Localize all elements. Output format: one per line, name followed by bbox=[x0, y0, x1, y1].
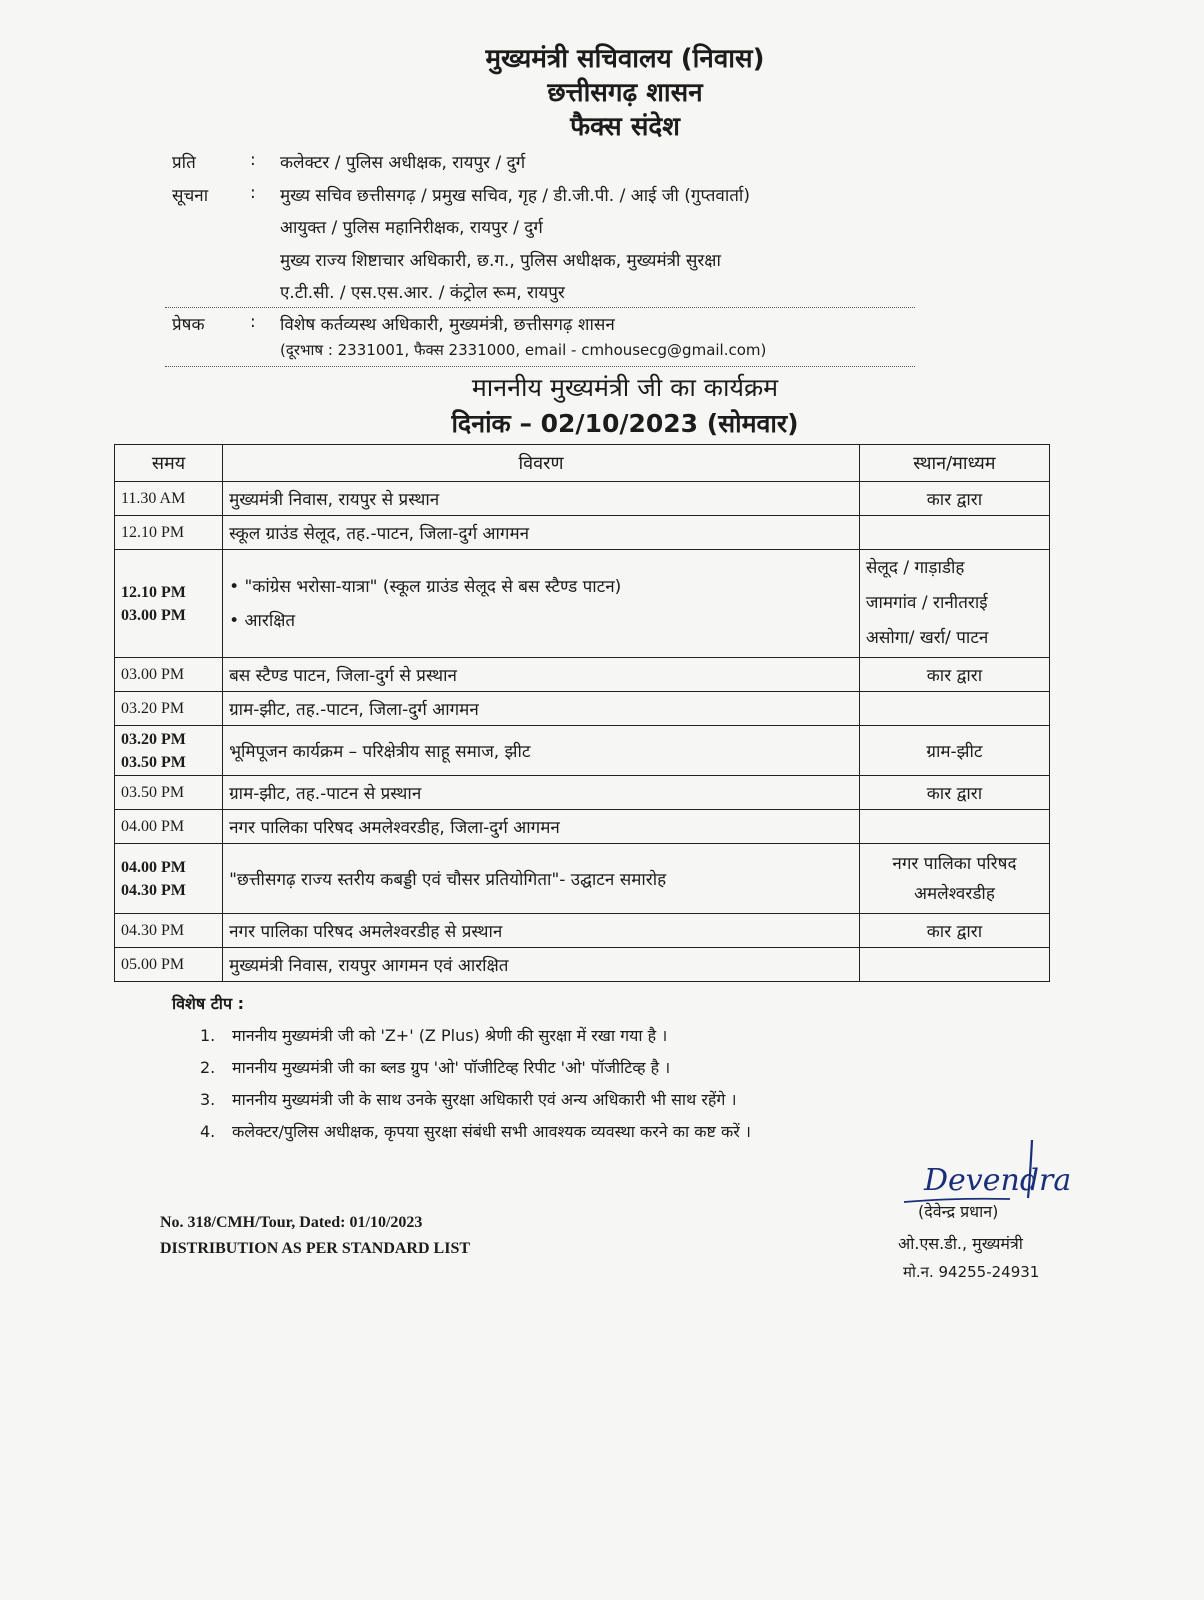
row-description: ग्राम-झीट, तह.-पाटन से प्रस्थान bbox=[223, 776, 860, 810]
table-row bbox=[115, 658, 1050, 692]
row-description: भूमिपूजन कार्यक्रम – परिक्षेत्रीय साहू समाज, झीट bbox=[223, 726, 860, 776]
schedule-table bbox=[114, 444, 1050, 982]
signatory-designation: ओ.एस.डी., मुख्यमंत्री bbox=[898, 1234, 1023, 1253]
row-description: मुख्यमंत्री निवास, रायपुर आगमन एवं आरक्षित bbox=[223, 948, 860, 982]
colon: : bbox=[250, 183, 256, 203]
colon: : bbox=[250, 312, 256, 332]
info-line: मुख्य राज्य शिष्टाचार अधिकारी, छ.ग., पुलिस अधीक्षक, मुख्यमंत्री सुरक्षा bbox=[280, 251, 721, 271]
signature-scribble: Devendra bbox=[924, 1163, 1072, 1198]
sender-label: प्रेषक bbox=[172, 315, 205, 335]
row-description: "छत्तीसगढ़ राज्य स्तरीय कबड्डी एवं चौसर प्रतियोगिता"- उद्घाटन समारोह bbox=[223, 844, 860, 914]
note-text: कलेक्टर/पुलिस अधीक्षक, कृपया सुरक्षा संबंधी सभी आवश्यक व्यवस्था करने का कष्ट करें । bbox=[232, 1122, 751, 1141]
notes-title: विशेष टीप : bbox=[172, 994, 245, 1013]
row-place bbox=[859, 550, 1049, 658]
header-place: स्थान/माध्यम bbox=[859, 445, 1049, 482]
addressee-value: कलेक्टर / पुलिस अधीक्षक, रायपुर / दुर्ग bbox=[280, 153, 526, 173]
table-row bbox=[115, 810, 1050, 844]
note-number: 1. bbox=[200, 1026, 216, 1045]
table-row bbox=[115, 914, 1050, 948]
row-description-line: • "कांग्रेस भरोसा-यात्रा" (स्कूल ग्राउंड सेलूद से बस स्टैण्ड पाटन) bbox=[229, 576, 622, 597]
header-government: छत्तीसगढ़ शासन bbox=[547, 78, 703, 108]
distribution-note: DISTRIBUTION AS PER STANDARD LIST bbox=[160, 1240, 471, 1257]
row-time: 03.20 PM bbox=[115, 692, 223, 726]
table-row bbox=[115, 482, 1050, 516]
divider bbox=[165, 366, 915, 367]
row-description: मुख्यमंत्री निवास, रायपुर से प्रस्थान bbox=[223, 482, 860, 516]
table-row bbox=[115, 726, 1050, 776]
sender-value: विशेष कर्तव्यस्थ अधिकारी, मुख्यमंत्री, छत्तीसगढ़ शासन bbox=[280, 315, 615, 335]
row-place bbox=[859, 948, 1049, 982]
row-time-range bbox=[115, 726, 223, 776]
note-item bbox=[200, 1024, 667, 1046]
info-line: आयुक्त / पुलिस महानिरीक्षक, रायपुर / दुर्ग bbox=[280, 218, 543, 238]
header-secretariat: मुख्यमंत्री सचिवालय (निवास) bbox=[485, 44, 765, 74]
note-number: 4. bbox=[200, 1122, 216, 1141]
row-time-range bbox=[115, 550, 223, 658]
signatory-name: (देवेन्द्र प्रधान) bbox=[918, 1202, 999, 1221]
row-time: 04.30 PM bbox=[115, 914, 223, 948]
row-time-start: 12.10 PM bbox=[121, 583, 186, 601]
signatory-mobile: मो.न. 94255-24931 bbox=[903, 1263, 1040, 1281]
table-row bbox=[115, 550, 1050, 658]
row-place-line: अमलेश्वरडीह bbox=[914, 883, 995, 904]
program-title: माननीय मुख्यमंत्री जी का कार्यक्रम bbox=[471, 373, 779, 402]
table-row bbox=[115, 516, 1050, 550]
note-number: 2. bbox=[200, 1058, 216, 1077]
table-row bbox=[115, 776, 1050, 810]
row-place bbox=[859, 692, 1049, 726]
row-description: नगर पालिका परिषद अमलेश्वरडीह, जिला-दुर्ग आगमन bbox=[223, 810, 860, 844]
info-label: सूचना bbox=[172, 186, 209, 206]
row-place: कार द्वारा bbox=[859, 776, 1049, 810]
note-number: 3. bbox=[200, 1090, 216, 1109]
info-line: ए.टी.सी. / एस.एस.आर. / कंट्रोल रूम, रायपुर bbox=[280, 283, 565, 303]
table-row bbox=[115, 844, 1050, 914]
note-text: माननीय मुख्यमंत्री जी का ब्लड ग्रुप 'ओ' पॉजीटिव्ह रिपीट 'ओ' पॉजीटिव्ह है । bbox=[232, 1058, 671, 1077]
header-time: समय bbox=[115, 445, 223, 482]
row-place bbox=[859, 516, 1049, 550]
note-item bbox=[200, 1088, 737, 1110]
table-header-row bbox=[115, 445, 1050, 482]
row-time: 12.10 PM bbox=[115, 516, 223, 550]
divider bbox=[165, 307, 915, 308]
table-row bbox=[115, 692, 1050, 726]
row-place-line: सेलूद / गाड़ाडीह bbox=[865, 558, 965, 578]
row-time-start: 04.00 PM bbox=[121, 858, 186, 876]
row-place bbox=[859, 844, 1049, 914]
row-description: नगर पालिका परिषद अमलेश्वरडीह से प्रस्थान bbox=[223, 914, 860, 948]
row-place: ग्राम-झीट bbox=[859, 726, 1049, 776]
row-place: कार द्वारा bbox=[859, 658, 1049, 692]
row-time-end: 04.30 PM bbox=[121, 881, 186, 899]
row-time-start: 03.20 PM bbox=[121, 730, 186, 748]
info-line: मुख्य सचिव छत्तीसगढ़ / प्रमुख सचिव, गृह / डी.जी.पी. / आई जी (गुप्तवार्ता) bbox=[280, 186, 750, 206]
row-description-line: • आरक्षित bbox=[229, 610, 296, 631]
row-description: स्कूल ग्राउंड सेलूद, तह.-पाटन, जिला-दुर्ग आगमन bbox=[223, 516, 860, 550]
note-text: माननीय मुख्यमंत्री जी के साथ उनके सुरक्षा अधिकारी एवं अन्य अधिकारी भी साथ रहेंगे । bbox=[232, 1090, 737, 1109]
row-place: कार द्वारा bbox=[859, 482, 1049, 516]
header-description: विवरण bbox=[223, 445, 860, 482]
document-header bbox=[0, 42, 1204, 144]
table-row bbox=[115, 948, 1050, 982]
header-fax-message: फैक्स संदेश bbox=[570, 112, 680, 142]
row-place-line: जामगांव / रानीतराई bbox=[865, 593, 988, 613]
row-description: ग्राम-झीट, तह.-पाटन, जिला-दुर्ग आगमन bbox=[223, 692, 860, 726]
row-time: 11.30 AM bbox=[115, 482, 223, 516]
row-place bbox=[859, 810, 1049, 844]
row-place-line: असोगा/ खर्रा/ पाटन bbox=[865, 628, 989, 648]
row-place: कार द्वारा bbox=[859, 914, 1049, 948]
row-time: 05.00 PM bbox=[115, 948, 223, 982]
row-description: बस स्टैण्ड पाटन, जिला-दुर्ग से प्रस्थान bbox=[223, 658, 860, 692]
program-date: दिनांक – 02/10/2023 (सोमवार) bbox=[451, 409, 799, 438]
row-place-line: नगर पालिका परिषद bbox=[892, 853, 1017, 874]
row-time-end: 03.50 PM bbox=[121, 753, 186, 771]
colon: : bbox=[250, 150, 256, 170]
note-item bbox=[200, 1120, 751, 1142]
note-item bbox=[200, 1056, 670, 1078]
addressee-label: प्रति bbox=[172, 153, 196, 173]
row-time: 04.00 PM bbox=[115, 810, 223, 844]
row-description bbox=[223, 550, 860, 658]
row-time: 03.50 PM bbox=[115, 776, 223, 810]
reference-number: No. 318/CMH/Tour, Dated: 01/10/2023 bbox=[160, 1214, 423, 1231]
sender-contact: (दूरभाष : 2331001, फैक्स 2331000, email - cmhousecg@gmail.com) bbox=[280, 341, 767, 359]
note-text: माननीय मुख्यमंत्री जी को 'Z+' (Z Plus) श्रेणी की सुरक्षा में रखा गया है । bbox=[232, 1026, 668, 1045]
row-time-range bbox=[115, 844, 223, 914]
row-time-end: 03.00 PM bbox=[121, 606, 186, 624]
row-time: 03.00 PM bbox=[115, 658, 223, 692]
